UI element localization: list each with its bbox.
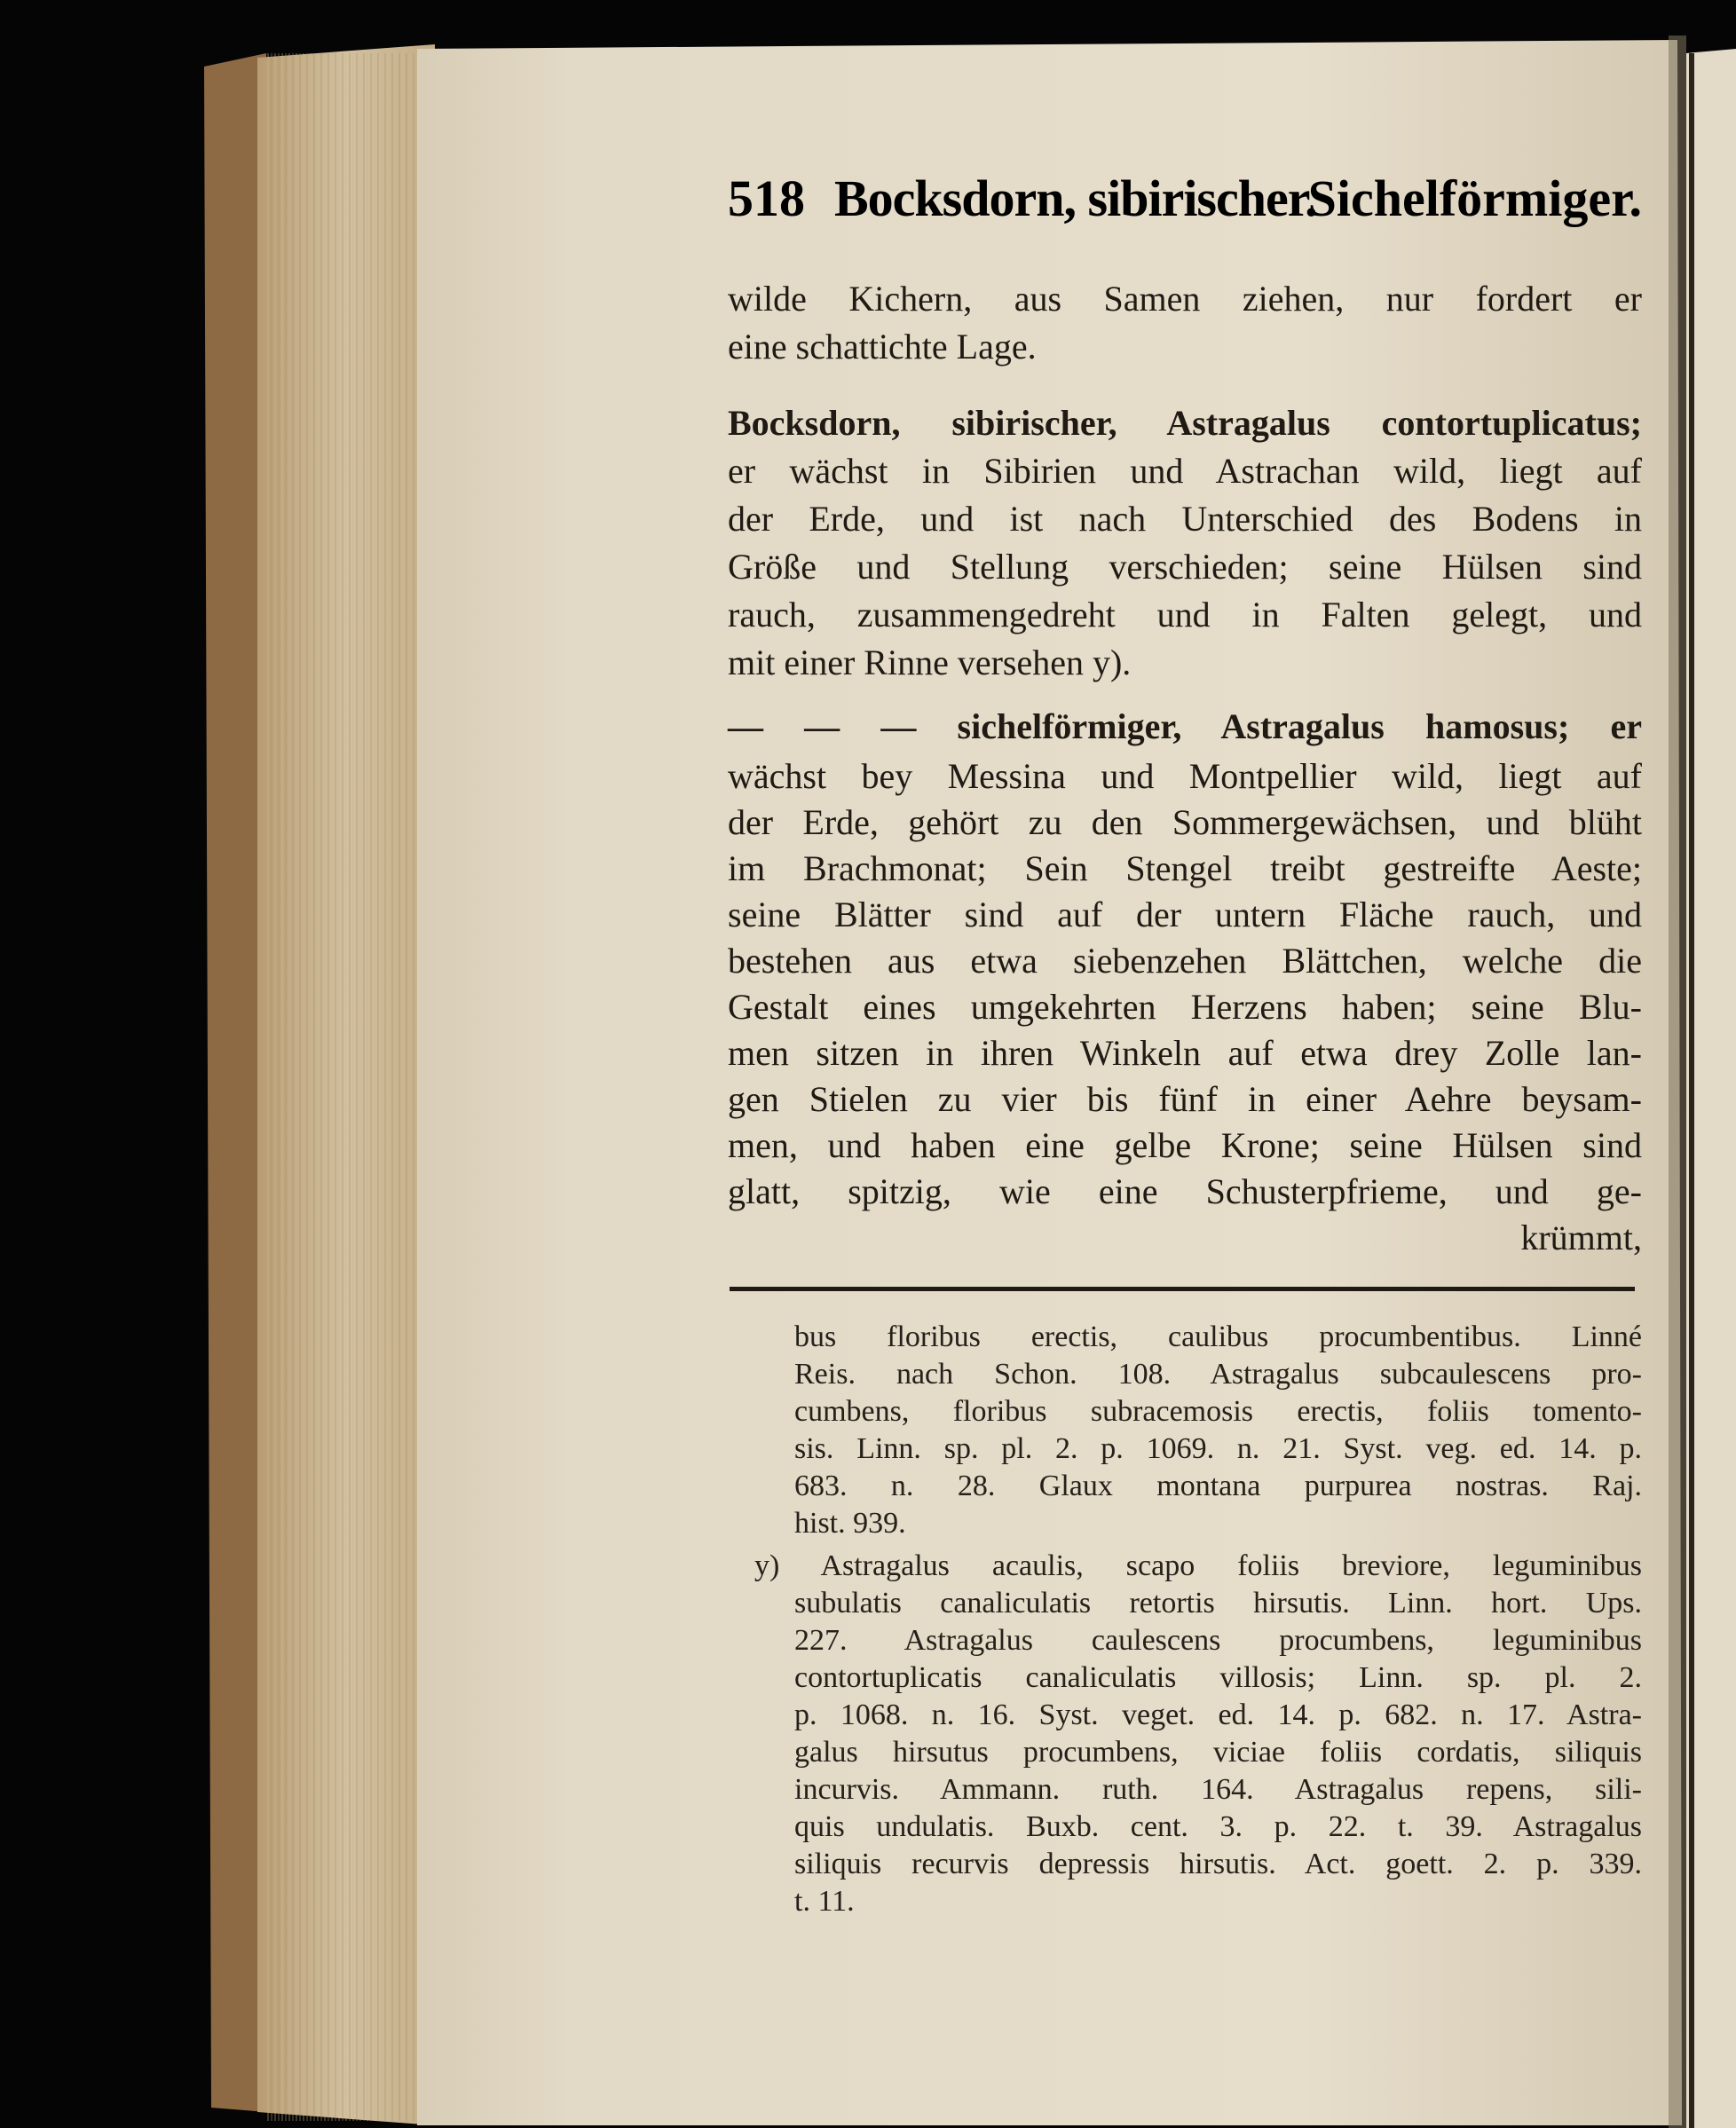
footnote-line: 683. n. 28. Glaux montana purpurea nostras. Raj. [794, 1470, 1642, 1502]
footnote-line: siliquis recurvis depressis hirsutis. Act. goett. 2. p. 339. [794, 1848, 1642, 1880]
footnote-line: galus hirsutus procumbens, viciae foliis cordatis, siliquis [794, 1736, 1642, 1769]
body-line: seine Blätter sind auf der untern Fläche rauch, und [728, 895, 1642, 934]
gutter-shadow [1669, 35, 1686, 2128]
footnote-line: contortuplicatis canaliculatis villosis; Linn. sp. pl. 2. [794, 1661, 1642, 1694]
body-line: mit einer Rinne versehen y). [728, 642, 1132, 682]
footnote-line: incurvis. Ammann. ruth. 164. Astragalus repens, sili- [794, 1773, 1642, 1806]
footnote-line: subulatis canaliculatis retortis hirsutis. Linn. hort. Ups. [794, 1587, 1642, 1620]
footnote-line: y) Astragalus acaulis, scapo foliis breviore, leguminibus [754, 1549, 1642, 1582]
page-number: 518 [728, 169, 805, 227]
body-line: er wächst in Sibirien und Astrachan wild, liegt auf [728, 451, 1642, 491]
running-head [728, 169, 1642, 248]
footnote-line: p. 1068. n. 16. Syst. veget. ed. 14. p. 682. n. 17. Astra- [794, 1698, 1642, 1731]
footnote-line: hist. 939. [794, 1507, 906, 1540]
book-cover [204, 53, 266, 2112]
footnote-line: Reis. nach Schon. 108. Astragalus subcaulescens pro- [794, 1358, 1642, 1391]
footnote-rule [730, 1287, 1635, 1291]
entry-heading-line: — — — sichelförmiger, Astragalus hamosus; er [728, 706, 1642, 746]
footnote-line: bus floribus erectis, caulibus procumbentibus. Linné [794, 1320, 1642, 1353]
footnote-line: 227. Astragalus caulescens procumbens, leguminibus [794, 1624, 1642, 1657]
body-line: Größe und Stellung verschieden; seine Hülsen sind [728, 547, 1642, 587]
body-line: eine schattichte Lage. [728, 327, 1037, 366]
entry-heading-line: Bocksdorn, sibirischer, Astragalus contortuplicatus; [728, 403, 1642, 443]
footnote-line: t. 11. [794, 1885, 855, 1918]
body-line: glatt, spitzig, wie eine Schusterpfrieme, und ge- [728, 1171, 1642, 1211]
footnote-line: sis. Linn. sp. pl. 2. p. 1069. n. 21. Syst. veg. ed. 14. p. [794, 1432, 1642, 1465]
catchword: krümmt, [1520, 1218, 1642, 1257]
running-head-right: Sichelförmiger. [1307, 169, 1642, 227]
body-line: rauch, zusammengedreht und in Falten gelegt, und [728, 595, 1642, 634]
body-line: wilde Kichern, aus Samen ziehen, nur fordert er [728, 279, 1642, 319]
body-line: der Erde, und ist nach Unterschied des Bodens in [728, 499, 1642, 539]
body-text [728, 266, 1642, 1269]
body-line: der Erde, gehört zu den Sommergewächsen, und blüht [728, 802, 1642, 842]
body-line: im Brachmonat; Sein Stengel treibt gestreifte Aeste; [728, 848, 1642, 888]
body-line: Gestalt eines umgekehrten Herzens haben; seine Blu- [728, 987, 1642, 1027]
footnotes [754, 1309, 1642, 1918]
page-stack-lines [266, 53, 435, 2121]
running-head-title: Bocksdorn, sibirischer. [834, 169, 1317, 227]
body-line: men, und haben eine gelbe Krone; seine Hülsen sind [728, 1125, 1642, 1165]
page-divider [1689, 53, 1694, 2128]
footnote-line: cumbens, floribus subracemosis erectis, foliis tomento- [794, 1395, 1642, 1428]
body-line: bestehen aus etwa siebenzehen Blättchen, welche die [728, 941, 1642, 981]
body-line: wächst bey Messina und Montpellier wild, liegt auf [728, 756, 1642, 796]
body-line: gen Stielen zu vier bis fünf in einer Aehre beysam- [728, 1079, 1642, 1119]
footnote-line: quis undulatis. Buxb. cent. 3. p. 22. t. 39. Astragalus [794, 1810, 1642, 1843]
body-line: men sitzen in ihren Winkeln auf etwa drey Zolle lan- [728, 1033, 1642, 1073]
